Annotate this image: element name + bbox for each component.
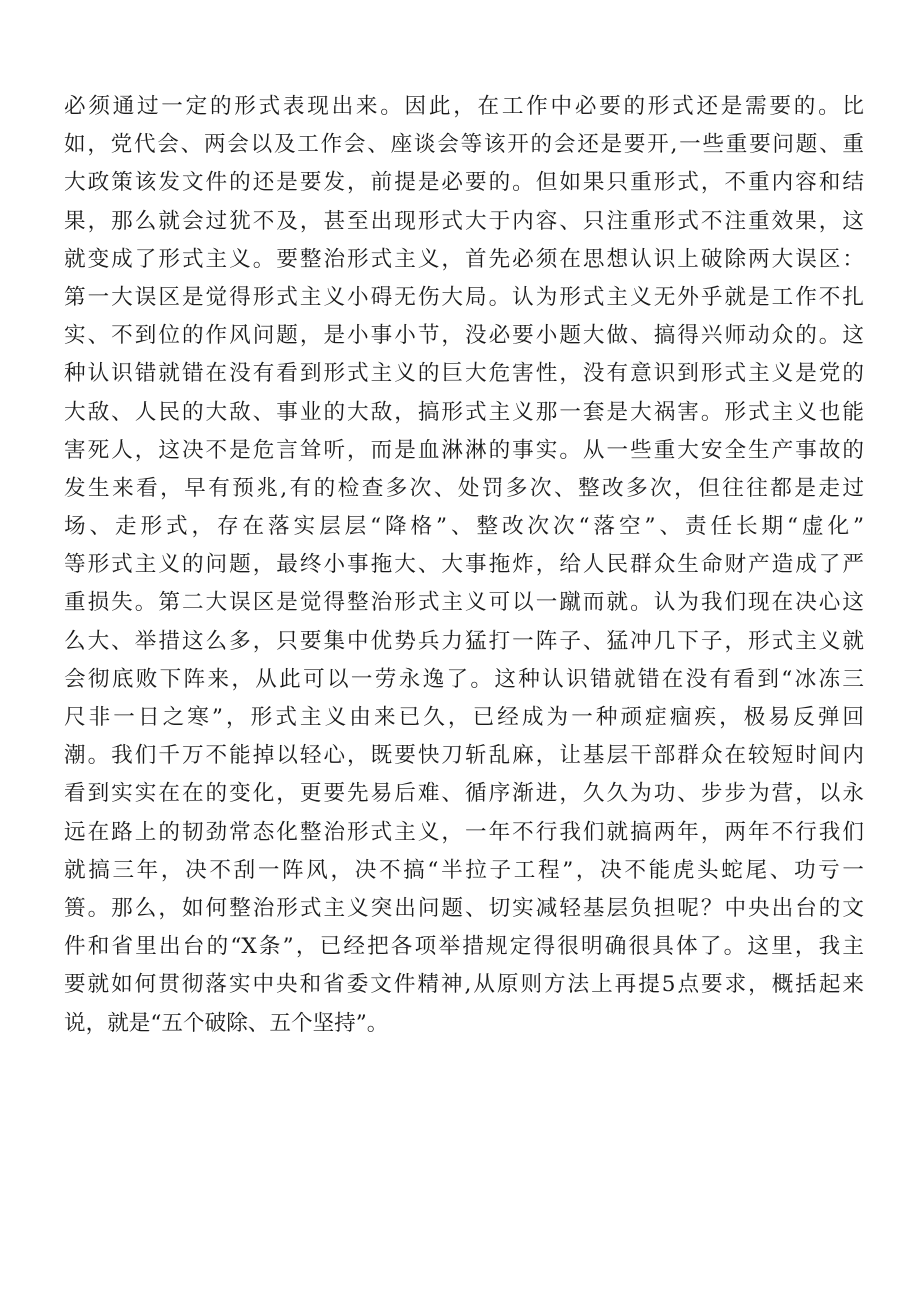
text-line: 果，那么就会过犹不及，甚至出现形式大于内容、只注重形式不注重效果，这 [64,208,864,234]
text-line: 就变成了形式主义。要整治形式主义，首先必须在思想认识上破除两大误区： [64,246,864,272]
text-line: 发生来看，早有预兆,有的检查多次、处罚多次、整改多次，但往往都是走过 [64,475,864,501]
text-line: 大敌、人民的大敌、事业的大敌，搞形式主义那一套是大祸害。形式主义也能 [64,399,864,425]
text-line: 大政策该发文件的还是要发，前提是必要的。但如果只重形式，不重内容和结 [64,170,864,196]
text-line: 必须通过一定的形式表现出来。因此，在工作中必要的形式还是需要的。比 [64,94,864,119]
text-line: 会彻底败下阵来，从此可以一劳永逸了。这种认识错就错在没有看到“冰冻三 [64,666,864,692]
text-line: 件和省里出台的“X条”，已经把各项举措规定得很明确很具体了。这里，我主 [64,934,864,960]
text-line: 场、走形式，存在落实层层“降格”、整改次次“落空”、责任长期“虚化” [64,514,864,540]
text-line: 害死人，这决不是危言耸听，而是血淋淋的事实。从一些重大安全生产事故的 [64,437,864,463]
text-line: 种认识错就错在没有看到形式主义的巨大危害性，没有意识到形式主义是党的 [64,361,864,387]
text-line: 么大、举措这么多，只要集中优势兵力猛打一阵子、猛冲几下子，形式主义就 [64,628,864,654]
text-line: 重损失。第二大误区是觉得整治形式主义可以一蹴而就。认为我们现在决心这 [64,590,864,616]
text-line: 第一大误区是觉得形式主义小碍无伤大局。认为形式主义无外乎就是工作不扎 [64,284,864,310]
text-line: 说，就是“五个破除、五个坚持”。 [64,1010,389,1036]
text-line: 篑。那么，如何整治形式主义突出问题、切实减轻基层负担呢？中央出台的文 [64,895,864,921]
text-line: 远在路上的韧劲常态化整治形式主义，一年不行我们就搞两年，两年不行我们 [64,819,864,845]
text-line: 等形式主义的问题，最终小事拖大、大事拖炸，给人民群众生命财产造成了严 [64,552,864,578]
text-line: 尺非一日之寒”，形式主义由来已久，已经成为一种顽症痼疾，极易反弹回 [64,705,864,730]
text-line: 看到实实在在的变化，更要先易后难、循序渐进，久久为功、步步为营，以永 [64,781,864,807]
text-line: 实、不到位的作风问题，是小事小节，没必要小题大做、搞得兴师动众的。这 [64,323,864,349]
text-line: 如，党代会、两会以及工作会、座谈会等该开的会还是要开,一些重要问题、重 [64,132,864,158]
text-line: 要就如何贯彻落实中央和省委文件精神,从原则方法上再提5点要求，概括起来 [64,972,864,998]
body-paragraph [64,88,864,1043]
text-line: 潮。我们千万不能掉以轻心，既要快刀斩乱麻，让基层干部群众在较短时间内 [64,743,864,769]
text-line: 就搞三年，决不刮一阵风，决不搞“半拉子工程”，决不能虎头蛇尾、功亏一 [64,857,864,883]
